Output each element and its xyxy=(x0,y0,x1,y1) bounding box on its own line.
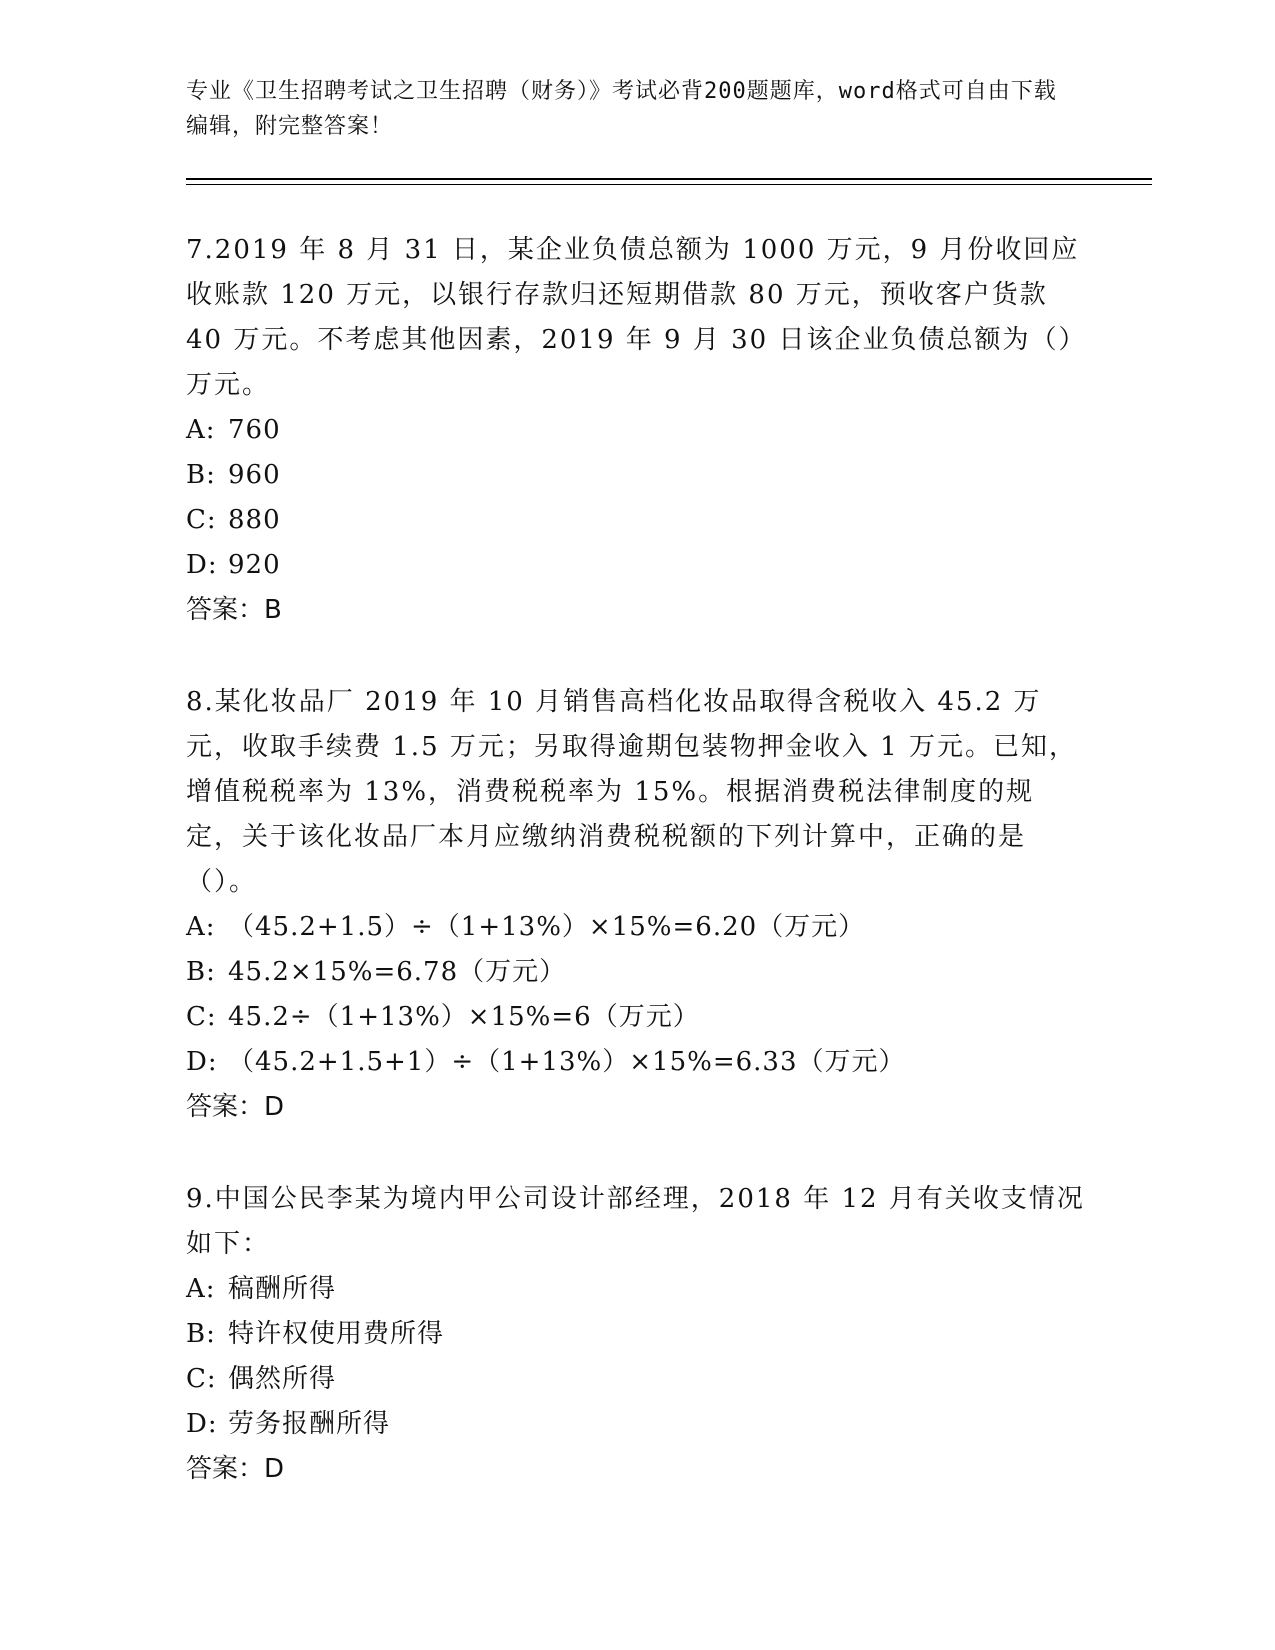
option-text: 880 xyxy=(228,505,281,535)
option-b xyxy=(186,1312,1086,1357)
answer-label: 答案：D xyxy=(186,1092,285,1122)
option-key: D: xyxy=(186,550,218,580)
option-d xyxy=(186,1402,1086,1447)
option-key: D: xyxy=(186,1409,218,1439)
option-b xyxy=(186,453,1086,498)
question-stem: 8.某化妆品厂 2019 年 10 月销售高档化妆品取得含税收入 45.2 万元，收取手续费 1.5 万元；另取得逾期包装物押金收入 1 万元。已知，增值税税率为 13%，消费税税率为 15%。根据消费税法律制度的规定，关于该化妆品厂本月应缴纳消费税税额的下列计算中，正确的是（）。 xyxy=(186,687,1077,897)
option-a xyxy=(186,1267,1086,1312)
option-text: 760 xyxy=(228,415,281,445)
question-gap xyxy=(186,1130,1086,1177)
question-9 xyxy=(186,1177,1086,1492)
option-key: C: xyxy=(186,505,217,535)
question-stem: 9.中国公民李某为境内甲公司设计部经理，2018 年 12 月有关收支情况如下： xyxy=(186,1184,1085,1259)
option-key: B: xyxy=(186,1319,216,1349)
option-text: 45.2÷（1+13%）×15%=6（万元） xyxy=(228,1002,700,1032)
option-c xyxy=(186,498,1086,543)
option-a xyxy=(186,408,1086,453)
option-text: 45.2×15%=6.78（万元） xyxy=(228,957,567,987)
answer-label: 答案：D xyxy=(186,1454,285,1484)
option-text: 劳务报酬所得 xyxy=(228,1409,391,1439)
answer-label: 答案：B xyxy=(186,595,282,625)
question-stem: 7.2019 年 8 月 31 日，某企业负债总额为 1000 万元，9 月份收回应收账款 120 万元，以银行存款归还短期借款 80 万元，预收客户货款 40 万元。不考虑其他因素，2019 年 9 月 30 日该企业负债总额为（）万元。 xyxy=(186,235,1080,400)
question-list xyxy=(186,228,1086,1492)
option-b xyxy=(186,950,1086,995)
option-key: A: xyxy=(186,415,216,445)
option-d xyxy=(186,543,1086,588)
option-key: C: xyxy=(186,1364,217,1394)
question-8 xyxy=(186,680,1086,1130)
header-rule-thick xyxy=(186,178,1152,180)
question-gap xyxy=(186,633,1086,680)
option-key: A: xyxy=(186,912,216,942)
option-a xyxy=(186,905,1086,950)
option-text: 920 xyxy=(228,550,281,580)
question-7 xyxy=(186,228,1086,633)
option-key: B: xyxy=(186,957,216,987)
option-key: D: xyxy=(186,1047,218,1077)
option-text: 特许权使用费所得 xyxy=(228,1319,445,1349)
option-text: 稿酬所得 xyxy=(228,1274,337,1304)
option-key: C: xyxy=(186,1002,217,1032)
option-text: （45.2+1.5）÷（1+13%）×15%=6.20（万元） xyxy=(228,912,866,942)
option-key: A: xyxy=(186,1274,216,1304)
header-rule-thin xyxy=(186,184,1152,185)
option-text: 960 xyxy=(228,460,281,490)
option-d xyxy=(186,1040,1086,1085)
document-header: 专业《卫生招聘考试之卫生招聘（财务）》考试必背200题题库，word格式可自由下载编辑，附完整答案！ xyxy=(186,79,1057,139)
option-c xyxy=(186,1357,1086,1402)
option-c xyxy=(186,995,1086,1040)
option-text: 偶然所得 xyxy=(228,1364,337,1394)
option-text: （45.2+1.5+1）÷（1+13%）×15%=6.33（万元） xyxy=(228,1047,906,1077)
option-key: B: xyxy=(186,460,216,490)
